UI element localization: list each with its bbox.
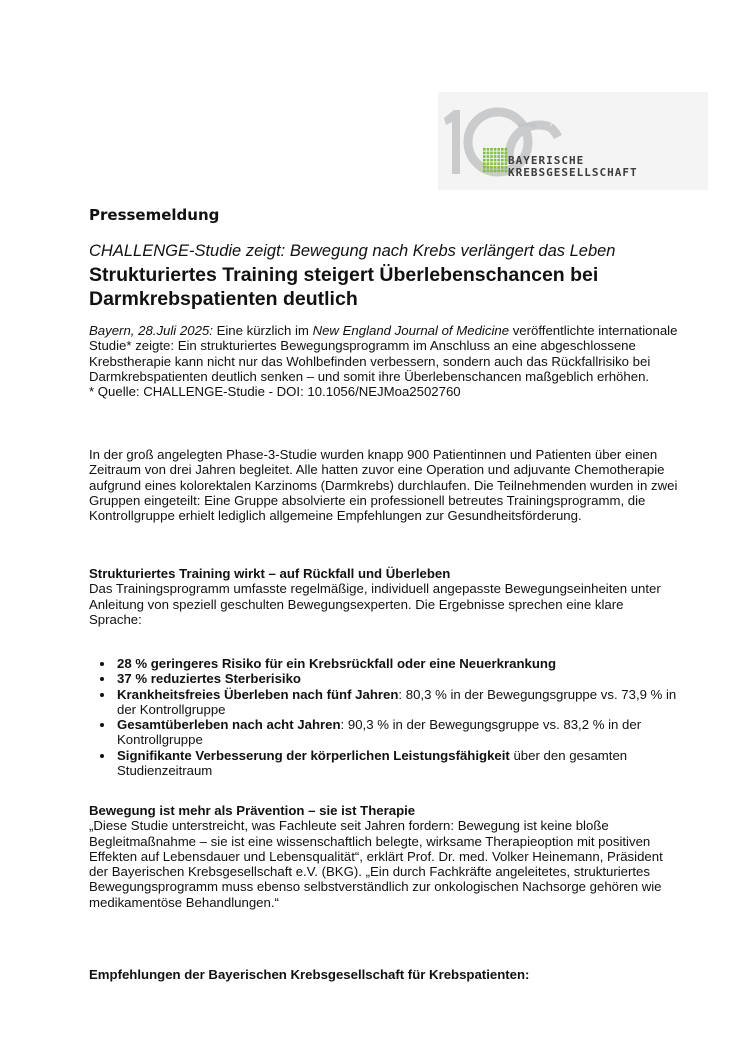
section-therapy-heading: Bewegung ist mehr als Prävention – sie ist Therapie bbox=[89, 803, 416, 818]
list-item bbox=[89, 717, 679, 748]
section-training-body: Das Trainingsprogramm umfasste regelmäßige, individuell angepasste Bewegungseinheiten unter Anleitung von speziell geschulten Bewegungsexperten. Die Ergebnisse sprechen eine klare Sprache: bbox=[89, 581, 661, 627]
intro-text-a: Eine kürzlich im bbox=[212, 323, 313, 338]
section-training bbox=[89, 566, 679, 627]
bullet-rest: : 80,3 % in der Bewegungsgruppe vs. 73,9 % in der Kontrollgruppe bbox=[117, 686, 677, 717]
logo-jahre: JAHRE bbox=[518, 123, 537, 129]
journal-name: New England Journal of Medicine bbox=[312, 323, 510, 338]
dateline: Bayern, 28.Juli 2025: bbox=[89, 323, 213, 338]
bullet-rest: : 90,3 % in der Bewegungsgruppe vs. 83,2 % in der Kontrollgruppe bbox=[117, 717, 642, 748]
logo-line2: KREBSGESELLSCHAFT bbox=[508, 166, 638, 179]
bullet-bold: 37 % reduziertes Sterberisiko bbox=[117, 671, 301, 687]
section-therapy-body: „Diese Studie unterstreicht, was Fachleute seit Jahren fordern: Bewegung ist keine bloße Begleitmaßnahme – sie ist eine wissenschaftlich belegte, wirksame Therapieoption mit positiven Effekten auf Lebensdauer und Lebensqualität“, erklärt Prof. Dr. med. Volker Heinemann, Präsident der Bayerischen Krebsgesellschaft e.V. (BKG). „Ein durch Fachkräfte angeleitetes, strukturiertes Bewegungsprogramm muss ebenso selbstverständlich zur onkologischen Nachsorge gehören wie medikamentöse Behandlungen.“ bbox=[89, 818, 663, 910]
results-list bbox=[89, 656, 679, 778]
bullet-bold: 28 % geringeres Risiko für ein Krebsrückfall oder eine Neuerkrankung bbox=[117, 656, 556, 671]
section-recommendations-heading: Empfehlungen der Bayerischen Krebsgesellschaft für Krebspatienten: bbox=[89, 967, 530, 982]
list-item bbox=[89, 671, 679, 686]
intro-text-b: veröffentlichte internationale Studie* zeigte: Ein strukturiertes Bewegungsprogramm im Anschluss an eine abgeschlossene Krebstherapie kann nicht nur das Wohlbefinden verbessern, sondern auch das Rückfallrisiko bei Darmkrebspatienten deutlich senken – und somit ihre Überlebenschancen maßgeblich erhöhen. bbox=[89, 323, 678, 384]
list-item bbox=[89, 748, 679, 779]
bullet-bold: Signifikante Verbesserung der körperlichen Leistungsfähigkeit bbox=[117, 747, 510, 763]
intro-paragraph bbox=[89, 323, 679, 399]
bullet-bold: Gesamtüberleben nach acht Jahren bbox=[117, 717, 341, 733]
headline: Strukturiertes Training steigert Überlebenschancen bei Darmkrebspatienten deutlich bbox=[89, 264, 599, 310]
list-item bbox=[89, 687, 679, 718]
bullet-bold: Krankheitsfreies Überleben nach fünf Jahren bbox=[117, 686, 399, 702]
logo-line1: BAYERISCHE bbox=[508, 154, 585, 167]
list-item bbox=[89, 656, 679, 671]
study-paragraph bbox=[89, 447, 679, 523]
source-note: * Quelle: CHALLENGE-Studie - DOI: 10.1056/NEJMoa2502760 bbox=[89, 384, 461, 400]
document-type-label: Pressemeldung bbox=[89, 206, 220, 224]
bkg-logo bbox=[438, 92, 708, 190]
section-therapy bbox=[89, 803, 679, 910]
study-text: In der groß angelegten Phase-3-Studie wurden knapp 900 Patientinnen und Patienten über einen Zeitraum von drei Jahren begleitet. Alle hatten zuvor eine Operation und adjuvante Chemotherapie aufgrund eines kolorektalen Karzinoms (Darmkrebs) durchlaufen. Die Teilnehmenden wurden in zwei Gruppen eingeteilt: Eine Gruppe absolvierte ein professionell betreutes Trainingsprogramm, die Kontrollgruppe erhielt lediglich allgemeine Empfehlungen zur Gesundheitsförderung. bbox=[89, 447, 678, 524]
subtitle: CHALLENGE-Studie zeigt: Bewegung nach Krebs verlängert das Leben bbox=[89, 242, 616, 260]
bullet-rest: über den gesamten Studienzeitraum bbox=[117, 747, 628, 779]
section-training-heading: Strukturiertes Training wirkt – auf Rückfall und Überleben bbox=[89, 566, 451, 581]
section-recommendations bbox=[89, 967, 679, 982]
